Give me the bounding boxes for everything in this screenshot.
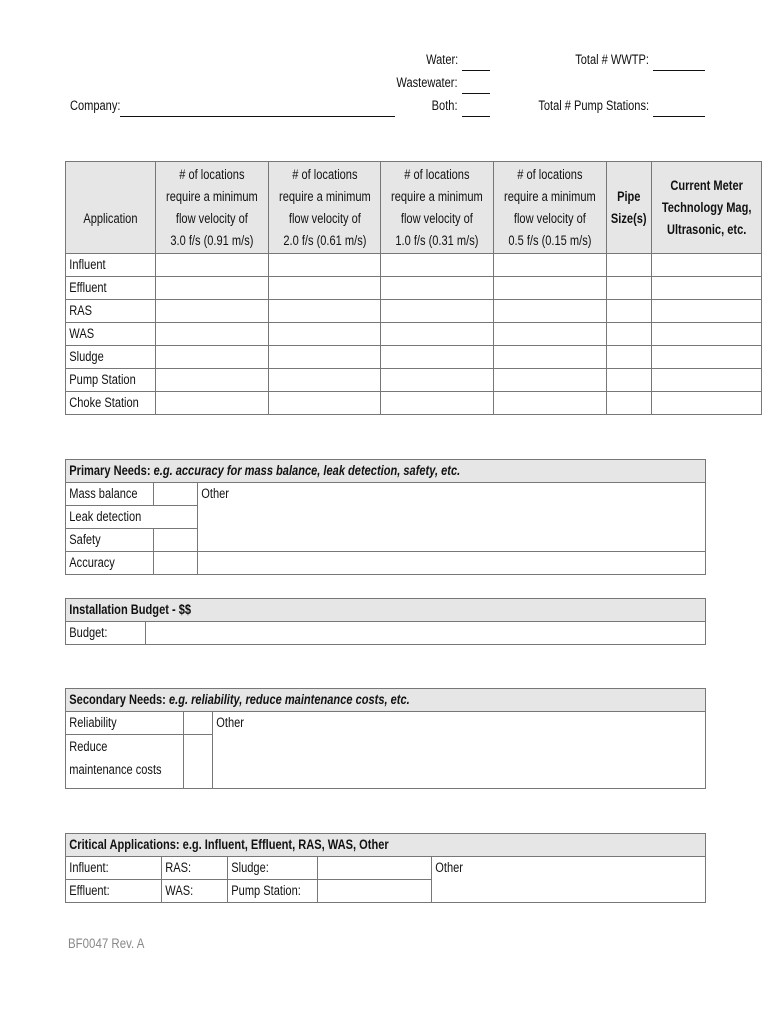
sludge-input[interactable] [317, 857, 432, 880]
table-row [66, 277, 762, 300]
table-row [66, 369, 762, 392]
cell-input[interactable] [651, 346, 761, 369]
col-2-line2: require a minimum [278, 188, 371, 204]
total-pump-field[interactable] [653, 116, 705, 117]
primary-needs-title: Primary Needs: [69, 463, 151, 478]
need-safety: Safety [69, 532, 101, 547]
both-field[interactable] [462, 116, 490, 117]
col-3-line4: 3.0 f/s (0.91 m/s) [170, 232, 254, 248]
row-label: Effluent [69, 280, 107, 295]
cell-input[interactable] [268, 277, 381, 300]
secondary-needs-hint: e.g. reliability, reduce maintenance costs, etc. [168, 692, 410, 707]
cell-input[interactable] [155, 392, 268, 415]
col-05-line1: # of locations [517, 166, 583, 182]
water-field[interactable] [462, 70, 490, 71]
critical-sludge-label: Sludge: [230, 860, 269, 875]
mass-balance-input[interactable] [154, 483, 197, 506]
cell-input[interactable] [155, 254, 268, 277]
reliability-input[interactable] [183, 712, 212, 735]
maintenance-input[interactable] [183, 735, 212, 789]
wastewater-label: Wastewater: [396, 75, 458, 90]
col-pipe-line2: Size(s) [610, 210, 647, 226]
cell-input[interactable] [268, 346, 381, 369]
form-code-footer: BF0047 Rev. A [68, 935, 145, 951]
need-mass-balance: Mass balance [69, 486, 138, 501]
pump-input[interactable] [317, 880, 432, 903]
total-wwtp-field[interactable] [653, 70, 705, 71]
cell-input[interactable] [607, 323, 652, 346]
budget-table [65, 598, 706, 645]
cell-input[interactable] [607, 300, 652, 323]
cell-input[interactable] [651, 323, 761, 346]
safety-input[interactable] [154, 529, 197, 552]
table-row [66, 323, 762, 346]
critical-ras-label: RAS: [165, 860, 192, 875]
cell-input[interactable] [607, 392, 652, 415]
table-row [66, 346, 762, 369]
cell-input[interactable] [268, 392, 381, 415]
cell-input[interactable] [155, 346, 268, 369]
col-pipe-line1: Pipe [617, 188, 641, 204]
row-label: Choke Station [69, 395, 139, 410]
critical-was-label: WAS: [165, 883, 194, 898]
cell-input[interactable] [155, 300, 268, 323]
critical-effluent-label: Effluent: [69, 883, 110, 898]
cell-input[interactable] [381, 346, 494, 369]
row-label: Pump Station [69, 372, 136, 387]
critical-table [65, 833, 706, 903]
cell-input[interactable] [494, 254, 607, 277]
table-row [66, 254, 762, 277]
col-meter-line2: Technology Mag, [661, 199, 751, 215]
primary-needs-hint: e.g. accuracy for mass balance, leak detection, safety, etc. [153, 463, 461, 478]
secondary-needs-table [65, 688, 706, 789]
row-label: Influent [69, 257, 106, 272]
need-maintenance-costs: maintenance costs [69, 762, 162, 777]
cell-input[interactable] [381, 277, 494, 300]
col-1-line4: 1.0 f/s (0.31 m/s) [395, 232, 479, 248]
col-2-line3: flow velocity of [288, 210, 361, 226]
budget-title: Installation Budget - $$ [69, 602, 192, 617]
cell-input[interactable] [494, 369, 607, 392]
row-label: Sludge [69, 349, 104, 364]
cell-input[interactable] [607, 346, 652, 369]
table-row [66, 300, 762, 323]
locations-header-row [66, 162, 762, 254]
company-field[interactable] [120, 116, 395, 117]
budget-label: Budget: [69, 625, 108, 640]
accuracy-input[interactable] [154, 552, 197, 575]
company-label: Company: [70, 98, 121, 113]
cell-input[interactable] [651, 392, 761, 415]
col-05-line3: flow velocity of [514, 210, 587, 226]
cell-input[interactable] [381, 369, 494, 392]
col-05-line4: 0.5 f/s (0.15 m/s) [508, 232, 592, 248]
secondary-other-label: Other [216, 715, 244, 730]
budget-input[interactable] [145, 622, 705, 645]
need-reduce: Reduce [69, 739, 108, 754]
critical-other-label: Other [435, 860, 464, 875]
water-label: Water: [425, 52, 458, 67]
col-1-line1: # of locations [404, 166, 470, 182]
cell-input[interactable] [494, 323, 607, 346]
col-3-line2: require a minimum [165, 188, 258, 204]
col-3-line3: flow velocity of [175, 210, 248, 226]
cell-input[interactable] [155, 369, 268, 392]
row-label: WAS [69, 326, 95, 341]
cell-input[interactable] [381, 254, 494, 277]
col-3-line1: # of locations [179, 166, 245, 182]
wastewater-field[interactable] [462, 93, 490, 94]
total-pump-label: Total # Pump Stations: [538, 98, 649, 113]
col-meter-line1: Current Meter [669, 177, 743, 193]
cell-input[interactable] [494, 392, 607, 415]
cell-input[interactable] [651, 369, 761, 392]
primary-needs-title-wrap [66, 463, 460, 478]
cell-input[interactable] [494, 346, 607, 369]
table-row [66, 392, 762, 415]
cell-input[interactable] [651, 254, 761, 277]
cell-input[interactable] [268, 323, 381, 346]
critical-influent-label: Influent: [69, 860, 109, 875]
col-2-line4: 2.0 f/s (0.61 m/s) [282, 232, 367, 248]
critical-pump-label: Pump Station: [230, 883, 301, 898]
cell-input[interactable] [607, 369, 652, 392]
cell-input[interactable] [155, 323, 268, 346]
locations-table [65, 161, 762, 415]
secondary-title-wrap [66, 692, 410, 707]
cell-input[interactable] [381, 392, 494, 415]
total-wwtp-label: Total # WWTP: [575, 52, 649, 67]
cell-input[interactable] [607, 254, 652, 277]
cell-input[interactable] [268, 369, 381, 392]
critical-title: Critical Applications: e.g. Influent, Effluent, RAS, WAS, Other [69, 837, 389, 852]
need-reliability: Reliability [69, 715, 117, 730]
both-label: Both: [432, 98, 458, 113]
cell-input[interactable] [651, 277, 761, 300]
secondary-needs-title: Secondary Needs: [69, 692, 166, 707]
cell-input[interactable] [651, 300, 761, 323]
col-1-line2: require a minimum [391, 188, 484, 204]
row-label: RAS [69, 303, 93, 318]
primary-other-label: Other [200, 486, 229, 501]
primary-other-input[interactable] [197, 552, 705, 575]
col-application: Application [83, 210, 138, 226]
cell-input[interactable] [155, 277, 268, 300]
cell-input[interactable] [268, 254, 381, 277]
col-1-line3: flow velocity of [401, 210, 474, 226]
col-meter-line3: Ultrasonic, etc. [666, 221, 746, 237]
primary-needs-table [65, 459, 706, 575]
cell-input[interactable] [381, 323, 494, 346]
need-accuracy: Accuracy [69, 555, 115, 570]
cell-input[interactable] [494, 277, 607, 300]
col-2-line1: # of locations [291, 166, 358, 182]
cell-input[interactable] [494, 300, 607, 323]
col-05-line2: require a minimum [504, 188, 596, 204]
cell-input[interactable] [268, 300, 381, 323]
cell-input[interactable] [381, 300, 494, 323]
cell-input[interactable] [607, 277, 652, 300]
need-leak-detection: Leak detection [69, 509, 142, 524]
